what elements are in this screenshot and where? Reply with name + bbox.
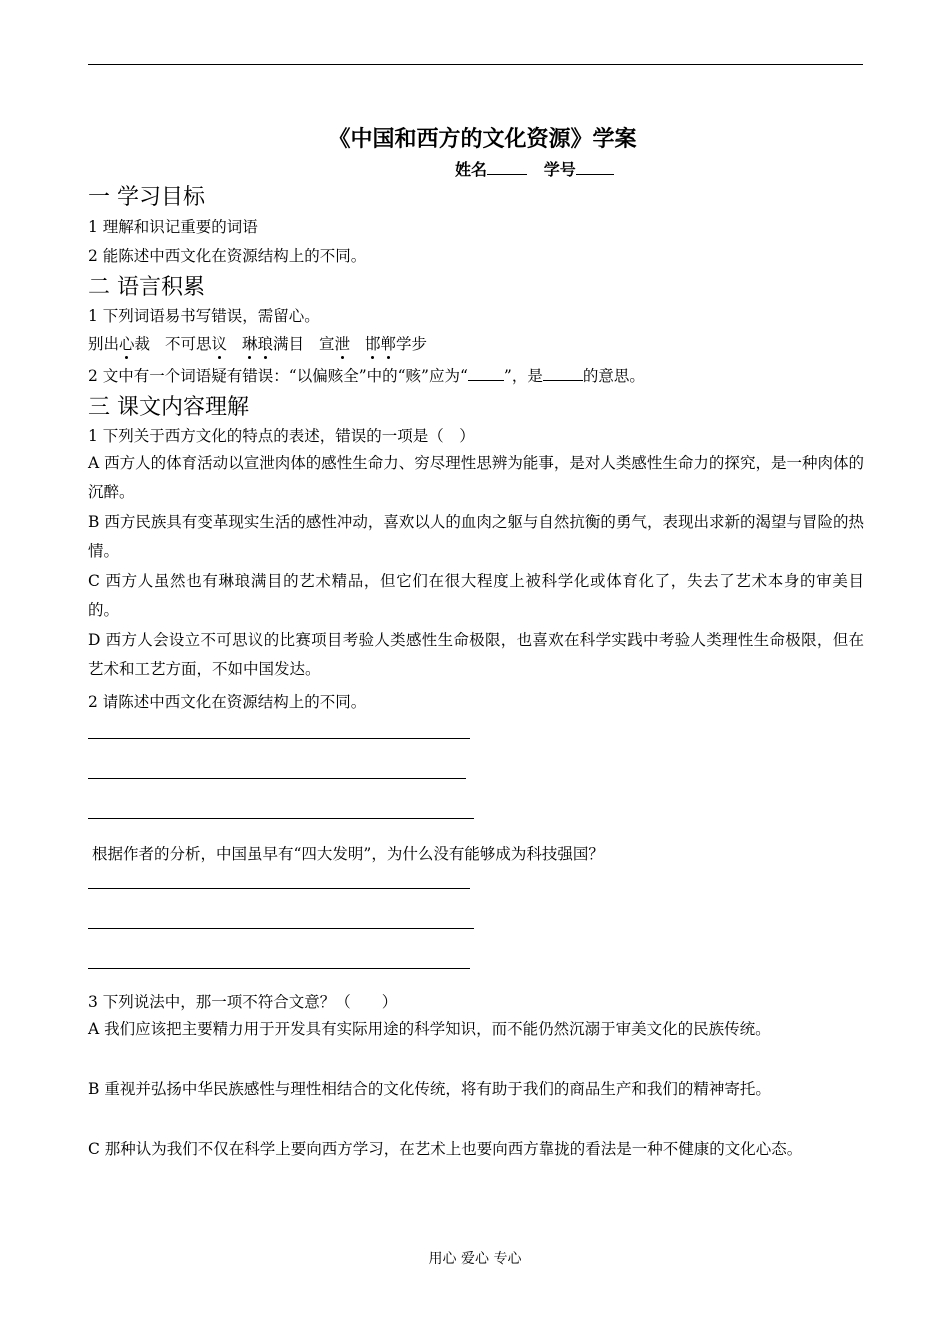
section2-q1: 1 下列词语易书写错误，需留心。 — [88, 307, 320, 325]
section3-q2: 2 请陈述中西文化在资源结构上的不同。 — [88, 693, 367, 711]
section2-heading: 二 语言积累 — [88, 275, 205, 300]
name-label: 姓名 — [455, 160, 488, 179]
word-list — [88, 332, 437, 354]
name-blank[interactable] — [487, 160, 527, 175]
section2-q2 — [88, 364, 645, 386]
q2-text-2: ”，是 — [503, 367, 543, 385]
word-3: 琳琅满目 — [242, 335, 305, 353]
page-footer: 用心 爱心 专心 — [428, 1251, 522, 1267]
word-2: 不可思议 — [165, 335, 228, 353]
section3-q2b: 根据作者的分析，中国虽早有“四大发明”，为什么没有能够成为科技强国？ — [92, 845, 604, 863]
q2-blank-1[interactable] — [468, 366, 504, 381]
q1-option-b: B 西方民族具有变革现实生活的感性冲动，喜欢以人的血肉之躯与自然抗衡的勇气，表现出求新的渴望与冒险的热情。 — [88, 513, 864, 560]
word-1: 别出心裁 — [88, 335, 151, 353]
header-rule — [88, 64, 863, 65]
word-5: 邯郸学步 — [364, 335, 428, 353]
q2-blank-2[interactable] — [543, 366, 583, 381]
section3-q1: 1 下列关于西方文化的特点的表述，错误的一项是（ ） — [88, 427, 475, 445]
answer-line-1[interactable] — [88, 738, 470, 739]
answer-line-4[interactable] — [88, 888, 470, 889]
word-4: 宣泄 — [319, 335, 351, 353]
q2-text-3: 的意思。 — [582, 367, 645, 385]
q1-option-d: D 西方人会设立不可思议的比赛项目考验人类感性生命极限，也喜欢在科学实践中考验人类理性生命极限，但在艺术和工艺方面，不如中国发达。 — [88, 631, 864, 678]
section1-heading: 一 学习目标 — [88, 185, 205, 210]
q1-option-c: C 西方人虽然也有琳琅满目的艺术精品，但它们在很大程度上被科学化或体育化了，失去了艺术本身的审美目的。 — [88, 572, 864, 619]
q3-option-c: C 那种认为我们不仅在科学上要向西方学习，在艺术上也要向西方靠拢的看法是一种不健康的文化心态。 — [88, 1140, 803, 1158]
q2-text-1: 2 文中有一个词语疑有错误：“以偏赅全”中的“赅”应为“ — [88, 367, 468, 385]
q3-option-a: A 我们应该把主要精力用于开发具有实际用途的科学知识，而不能仍然沉溺于审美文化的民族传统。 — [88, 1020, 771, 1038]
id-label: 学号 — [543, 160, 576, 179]
q3-option-b: B 重视并弘扬中华民族感性与理性相结合的文化传统，将有助于我们的商品生产和我们的精神寄托。 — [88, 1080, 771, 1098]
id-blank[interactable] — [576, 160, 614, 175]
answer-line-6[interactable] — [88, 968, 470, 969]
document-title: 《中国和西方的文化资源》学案 — [328, 126, 637, 152]
answer-line-2[interactable] — [88, 778, 466, 779]
answer-line-5[interactable] — [88, 928, 474, 929]
section3-q3: 3 下列说法中，那一项不符合文意？（ ） — [88, 993, 398, 1011]
section3-heading: 三 课文内容理解 — [88, 395, 249, 420]
section1-item-2: 2 能陈述中西文化在资源结构上的不同。 — [88, 247, 367, 265]
name-id-line — [455, 157, 614, 180]
q1-option-a: A 西方人的体育活动以宣泄肉体的感性生命力、穷尽理性思辨为能事，是对人类感性生命力的探究，是一种肉体的沉醉。 — [88, 454, 864, 501]
answer-line-3[interactable] — [88, 818, 474, 819]
section1-item-1: 1 理解和识记重要的词语 — [88, 218, 258, 236]
